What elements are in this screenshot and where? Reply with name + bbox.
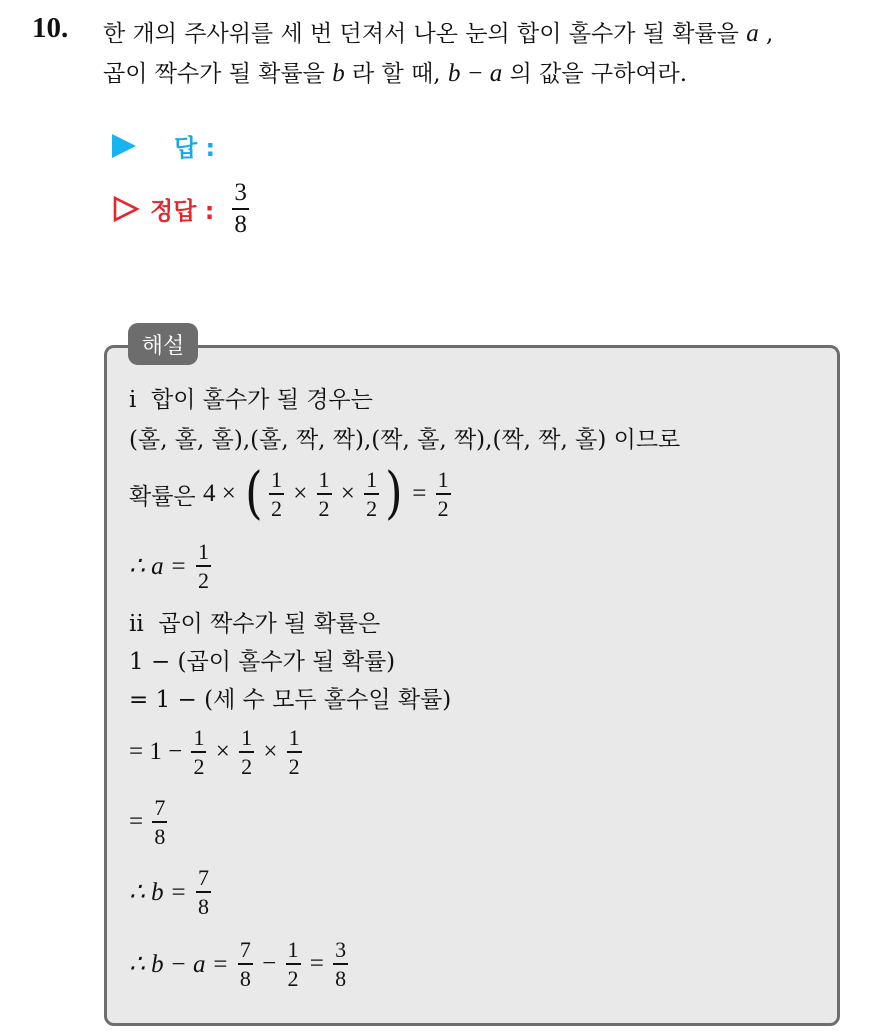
solution-line-2: (홀, 홀, 홀),(홀, 짝, 짝),(짝, 홀, 짝),(짝, 짝, 홀) 이므로 [129, 426, 681, 453]
correct-answer-fraction: $\frac{3}{8}$ [234, 179, 247, 238]
outline-triangle-icon [112, 195, 140, 223]
solution-line-8: = 1 − $\frac{1}{2}$ × $\frac{1}{2}$ × $\frac{1}{2}$ [129, 725, 300, 779]
solution-line-9: = $\frac{7}{8}$ [129, 795, 166, 849]
correct-answer-label: 정답 : [150, 197, 215, 226]
question-line-2: 곱이 짝수가 될 확률을 b 라 할 때, b − a 의 값을 구하여라. [103, 60, 688, 87]
answer-row [112, 128, 215, 163]
solution-line-3: 확률은 4 × ( $\frac{1}{2}$ × $\frac{1}{2}$ × $\frac{1}{2}$ ) = $\frac{1}{2}$ [129, 461, 449, 526]
solution-tab: 해설 [128, 323, 198, 365]
solution-box [104, 345, 840, 1026]
solution-line-7: = 1 − (세 수 모두 홀수일 확률) [129, 686, 452, 713]
solution-line-10: ∴ b = $\frac{7}{8}$ [129, 865, 210, 919]
solution-line-1: i 합이 홀수가 될 경우는 [129, 386, 373, 413]
correct-answer-row [112, 180, 252, 238]
solution-line-5: ii 곱이 짝수가 될 확률은 [129, 610, 381, 637]
question-number: 10. [32, 12, 69, 44]
answer-label: 답 : [174, 134, 216, 162]
play-triangle-icon [112, 134, 136, 158]
solution-line-4: ∴ a = $\frac{1}{2}$ [129, 539, 210, 593]
solution-line-11: ∴ b − a = $\frac{7}{8}$ − $\frac{1}{2}$ = $\frac{3}{8}$ [129, 937, 347, 991]
question-line-1: 한 개의 주사위를 세 번 던져서 나온 눈의 합이 홀수가 될 확률을 a , [103, 20, 774, 47]
question-text [103, 14, 773, 94]
solution-line-6: 1 − (곱이 홀수가 될 확률) [129, 648, 396, 675]
